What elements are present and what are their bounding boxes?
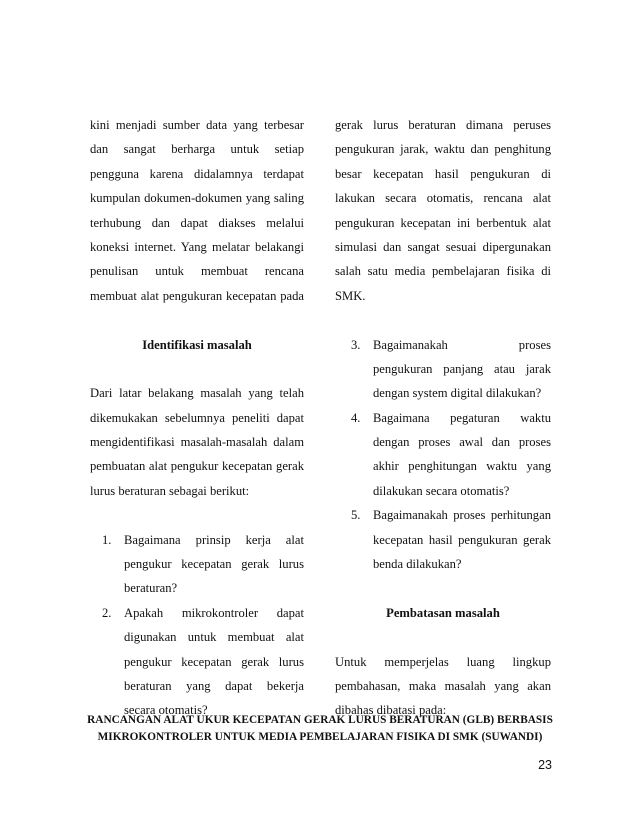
text-line: Bagaimana pegaturan waktu (373, 410, 551, 425)
text-line: kumpulan dokumen-dokumen yang saling (90, 191, 304, 206)
text-line: dengan system digital dilakukan? (373, 386, 542, 401)
text-line: beraturan? (124, 581, 178, 596)
text-line: dilakukan secara otomatis? (373, 483, 510, 498)
list-number: 3. (351, 337, 361, 352)
text-line: pengukur kecepatan gerak lurus (124, 654, 304, 669)
text-line: pengukur kecepatan gerak lurus (124, 557, 304, 572)
text-line: beraturan yang dapat bekerja (124, 678, 304, 693)
numbered-list-left (102, 528, 304, 723)
text-line: terhubung dan dapat diakses melalui (90, 215, 304, 230)
text-line: pengukuran panjang atau jarak (373, 361, 551, 376)
text-line: dan sangat berharga untuk setiap (90, 142, 304, 157)
running-footer (60, 712, 580, 745)
text-line: Apakah mikrokontroler dapat (124, 605, 304, 620)
list-item (351, 333, 551, 406)
text-line: pembuatan alat pengukur kecepatan gerak (90, 459, 304, 474)
list-item (351, 406, 551, 504)
section-heading-pembatasan: Pembatasan masalah (386, 605, 500, 620)
text-line: SMK. (335, 288, 366, 303)
text-line: pengukuran jarak, waktu dan penghitung (335, 142, 551, 157)
text-line: simulasi dan sangat sesuai dipergunakan (335, 239, 551, 254)
list-item (351, 503, 551, 576)
text-line: secara otomatis? (124, 703, 208, 718)
text-line: lurus beraturan sebagai berikut: (90, 483, 250, 498)
text-line: dikemukakan sebelumnya peneliti dapat (90, 410, 304, 425)
list-item (102, 601, 304, 723)
text-line: Bagaimanakah proses (373, 337, 551, 352)
page-number: 23 (538, 758, 552, 772)
text-line: salah satu media pembelajaran fisika di (335, 264, 551, 279)
text-line: penulisan untuk membuat rencana (90, 264, 304, 279)
list-item (102, 528, 304, 601)
numbered-list-right (351, 333, 551, 577)
text-line: Bagaimana prinsip kerja alat (124, 532, 304, 547)
text-line: digunakan untuk membuat alat (124, 630, 304, 645)
list-number: 5. (351, 508, 361, 523)
right-paragraph-1 (335, 113, 551, 308)
text-line: pengguna karena didalamnya terdapat (90, 166, 304, 181)
text-line: akhir penghitungan waktu yang (373, 459, 551, 474)
section-heading-identifikasi: Identifikasi masalah (142, 337, 252, 352)
text-line: kecepatan hasil pengukuran gerak (373, 532, 551, 547)
list-number: 1. (102, 532, 112, 547)
footer-title-line-2: MIKROKONTROLER UNTUK MEDIA PEMBELAJARAN FISIKA DI SMK (SUWANDI) (97, 730, 543, 743)
right-column (335, 113, 551, 723)
text-line: lakukan secara otomatis, rencana alat (335, 191, 551, 206)
text-line: pengukuran kecepatan ini berbentuk alat (335, 215, 551, 230)
footer-title-line-1: RANCANGAN ALAT UKUR KECEPATAN GERAK LURUS BERATURAN (GLB) BERBASIS (87, 714, 553, 726)
left-column (90, 113, 304, 723)
list-number: 4. (351, 410, 361, 425)
text-line: besar kecepatan hasil pengukuran di (335, 166, 551, 181)
left-paragraph-2 (90, 381, 304, 503)
text-line: gerak lurus beraturan dimana peruses (335, 118, 551, 132)
list-number: 2. (102, 605, 112, 620)
left-paragraph-1 (90, 113, 304, 308)
text-line: koneksi internet. Yang melatar belakangi (90, 239, 304, 254)
text-line: mengidentifikasi masalah-masalah dalam (90, 435, 304, 450)
text-line: pembahasan, maka masalah yang akan (335, 678, 551, 693)
text-line: Untuk memperjelas luang lingkup (335, 654, 551, 669)
text-line: membuat alat pengukuran kecepatan pada (90, 288, 304, 303)
text-line: Dari latar belakang masalah yang telah (90, 386, 304, 401)
text-line: kini menjadi sumber data yang terbesar (90, 118, 304, 132)
text-line: dibahas dibatasi pada: (335, 703, 447, 718)
text-line: Bagaimanakah proses perhitungan (373, 508, 551, 523)
text-line: benda dilakukan? (373, 557, 462, 572)
text-line: dengan proses awal dan proses (373, 435, 551, 450)
